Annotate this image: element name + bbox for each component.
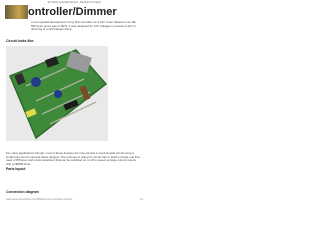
pcb-photo: [6, 46, 108, 141]
section-heading-connection: Connection diagram: [6, 190, 39, 194]
tab-title: DC Motor Controller/Dimmer - Electronics Projects: [47, 1, 102, 4]
footer-page-number: 1/4: [139, 198, 143, 201]
page-title: ontroller/Dimmer: [28, 6, 117, 18]
intro-paragraph-1: t is an upward development of my first controller for a 12V motor. Based on an NE 555 timer and a pair of FETs, it was designed for 12V voltages in excess of 12V or dimming of a 12V halogen lamp.: [31, 20, 136, 31]
body-paragraph: For many applications though, most of these designs are now old and a much simpler circuit using a small timer can be used as these designs. The purpose of using the circuit was to build a simple unit that used a 555 timer and a few transistors that can be switched on or off to speed up large current motors with a NE555 timer.: [6, 151, 140, 166]
footer-url: www.electroschematics.com/8000/dc-motor-controller-dimmer/: [6, 198, 73, 201]
section-heading-circuit: Circuit looks like:: [6, 39, 35, 43]
section-heading-parts: Parts layout: [6, 167, 26, 171]
title-bar: [0, 6, 149, 18]
